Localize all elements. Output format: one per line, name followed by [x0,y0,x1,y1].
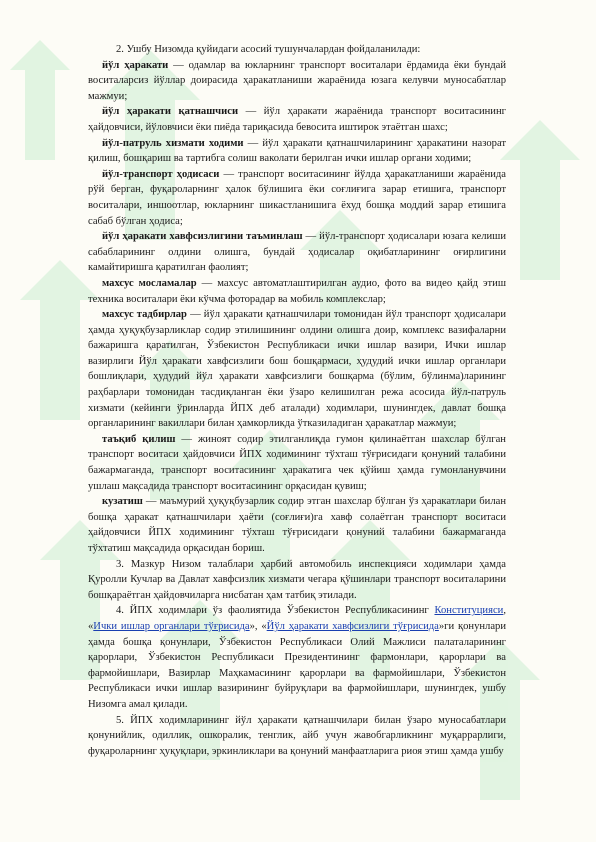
definition: — йўл-транспорт ҳодисалари юзага келиши сабабларининг олдини олишга, бундай ҳодисалар оқибатларининг оғирлигини камайтиришга қаратилган фаолият; [88,231,506,274]
term: кузатиш [102,496,143,508]
paragraph [88,58,506,105]
term: йўл-патруль хизмати ходими [102,137,244,149]
definition: — транспорт воситасининг йўлда ҳаракатланиши жараёнида рўй берган, фуқароларнинг ҳалок бўлишига ёки соғлиғига зарар етишига, транспорт воситалари, иншоотлар, юкларнинг шикастланишига ёхуд бошқа моддий зарар етишига сабаб бўлган ҳодиса; [88,168,507,227]
paragraph-text: , « [88,605,506,632]
paragraph [88,229,506,276]
paragraph-text: »ги қонунлари ҳамда бошқа қонунлари, Ўзбекистон Республикаси Олий Мажлиси палаталарининг қарорлари, Ўзбекистон Республикаси Президентининг фармонлари, қарорлари ва фармойишлари, Вазирлар Маҳкамасининг қарорлари ва фармойишлари, Ўзбекистон Республикаси ички ишлар вазирининг буйруқлари ва фармойишлари, шунингдек, ушбу Низомга амал қилади. [88,620,507,710]
paragraph [88,104,506,135]
term: махсус тадбирлар [102,309,187,321]
definition: — маъмурий ҳуқуқбузарлик содир этган шахслар бўлган ўз ҳаракатлари билан бошқа ҳаракат қатнашчилари ҳаёти (соғлиғи)га хавф солаётган транспорт воситаси ҳайдовчиси ЙПХ ходимининг тўхташ тўғрисидаги қонуний талабини бажармаганда тўхтатиш мақсадида орқасидан бориш. [88,496,506,554]
paragraph [88,713,506,760]
term: таъқиб қилиш [102,433,176,445]
paragraph-text: 4. ЙПХ ходимлари ўз фаолиятида Ўзбекистон Республикасининг [116,605,435,617]
paragraph [88,494,506,556]
paragraph [88,42,506,58]
paragraph [88,136,506,167]
term: махсус мосламалар [102,277,197,289]
paragraph [88,167,506,229]
paragraph [88,307,506,432]
law-link[interactable]: Ички ишлар органлари тўғрисида [93,620,250,632]
paragraph [88,276,506,307]
term: йўл ҳаракати хавфсизлигини таъминлаш [102,231,303,243]
definition: — махсус автоматлаштирилган аудио, фото ва видео қайд этиш техника воситалари ёки кўчма фоторадар ва мобиль комплекслар; [88,277,506,305]
paragraph [88,557,506,604]
paragraph-text: 5. ЙПХ ходимларининг йўл ҳаракати қатнашчилари билан ўзаро муносабатлари қонунийлик, одиллик, ошкоралик, тенглик, айб учун жавобгарликнинг муқаррарлиги, фуқароларнинг ҳуқуқлари, эркинликлари ва қонуний манфаатларига риоя этиш ҳамда ушбу [88,714,506,757]
term: йўл ҳаракати [102,59,169,71]
paragraph [88,432,506,494]
term: йўл-транспорт ҳодисаси [102,168,220,180]
law-link[interactable]: Йўл ҳаракати хавфсизлиги тўғрисида [266,620,439,632]
paragraph-text: 2. Ушбу Низомда қуйидаги асосий тушунчалардан фойдаланилади: [116,44,421,55]
paragraph-text: », « [249,620,267,632]
term: йўл ҳаракати қатнашчиси [102,106,239,118]
definition: — йўл ҳаракати қатнашчиларининг ҳаракатини назорат қилиш, бошқариш ва тартибга солиш ваколати берилган ички ишлар органи ходими; [88,137,507,165]
document-page [88,42,506,759]
definition: — одамлар ва юкларнинг транспорт воситалари ёрдамида ёки бундай воситаларсиз йўллар доирасида ҳаракатланиши жараёнида юзага келувчи муносабатлар мажмуи; [88,59,506,102]
definition: — йўл ҳаракати жараёнида транспорт воситасининг ҳайдовчиси, йўловчиси ёки пиёда тариқасида бевосита иштирок этаётган шахс; [88,106,506,133]
definition: — жиноят содир этилганлиқда гумон қилинаётган шахслар бўлган транспорт воситаси ҳайдовчиси ЙПХ ходимининг тўхташ тўғрисидаги қонуний талабини бажармаганда, транспорт воситасининг ҳаракатига чек қўйиш ҳамда гумонланувчини ушлаш мақсадида транспорт воситасининг орқасидан қувиш; [88,433,506,492]
paragraph [88,603,506,712]
paragraph-text: 3. Мазкур Низом талаблари ҳарбий автомобиль инспекцияси ходимлари ҳамда Қуролли Кучлар ва Давлат хавфсизлик хизмати чегара қўшинлари транспорт воситаларини бошқараётган ҳайдовчиларга нисбатан ҳам татбиқ этилади. [88,558,506,601]
definition: — йўл ҳаракати қатнашчилари томонидан йўл транспорт ҳодисалари ҳамда ҳуқуқбузарликлар содир этилишининг олдини олишга доир, комплекс вазифаларни бажаришга қаратилган, Ўзбекистон Республикаси ички ишлар вазири, Ички ишлар вазирлиги Йўл ҳаракати хавфсизлиги бош бошқармаси, ҳудудий ички ишлар органлари бошлиқлари, ҳудудий йўл ҳаракати хавфсизлиги бошқарма (бўлим, бўлинма)ларининг раҳбарлари томонидан тасдиқланган ёки ўзаро келишилган режа асосида йўл-патруль хизмати (кейинги ўринларда ЙПХ деб аталади) ходимлари, шунингдек, давлат бошқа органларининг вакиллари билан ҳамкорликда ўтказиладиган ҳаракатлар мажмуи; [88,309,506,430]
law-link[interactable]: Конституцияси [434,605,504,617]
